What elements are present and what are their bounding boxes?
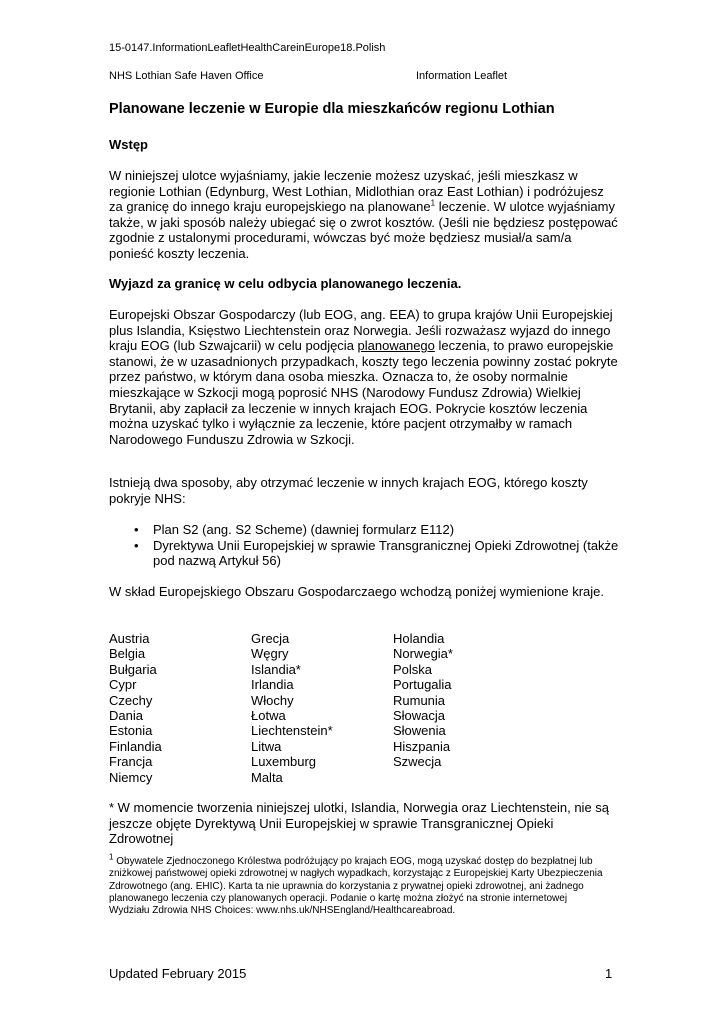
- country-item: Węgry: [251, 646, 289, 662]
- eea-paragraph: [109, 307, 619, 447]
- country-item: Holandia: [393, 631, 445, 646]
- country-item: Słowenia: [393, 723, 446, 739]
- country-item: Czechy: [109, 692, 153, 708]
- country-item: Dania: [109, 708, 143, 724]
- header-leaflet-type: Information Leaflet: [416, 70, 508, 82]
- ways-paragraph: Istnieją dwa sposoby, aby otrzymać leczenie w innych krajach EOG, którego koszty pokryje NHS:: [109, 475, 588, 506]
- country-item: Cypr: [109, 677, 137, 693]
- country-item: Grecja: [251, 631, 290, 646]
- list-item: [109, 538, 619, 569]
- country-item: Francja: [109, 754, 153, 770]
- intro-paragraph: [109, 168, 619, 262]
- eea-text-underlined: planowanego: [357, 338, 435, 354]
- country-item: Bułgaria: [109, 661, 157, 677]
- country-item: Liechtenstein*: [251, 723, 333, 739]
- country-item: Łotwa: [251, 708, 286, 724]
- bullet-icon: •: [134, 537, 139, 553]
- country-item: Szwecja: [393, 754, 442, 770]
- country-item: Niemcy: [109, 769, 153, 785]
- asterisk-note: * W momencie tworzenia niniejszej ulotki, Islandia, Norwegia oraz Liechtenstein, nie są jeszcze objęte Dyrektywą Unii Europejskiej w sprawie Transgranicznej Opieki Zdrowotnej: [109, 800, 610, 847]
- countries-intro: W skład Europejskiego Obszaru Gospodarczaego wchodzą poniżej wymienione kraje.: [109, 584, 604, 599]
- country-item: Austria: [109, 631, 150, 646]
- country-item: Estonia: [109, 723, 153, 739]
- page-number: 1: [605, 966, 613, 981]
- country-item: Polska: [393, 661, 433, 677]
- country-item: Norwegia*: [393, 646, 453, 662]
- country-item: Belgia: [109, 646, 146, 662]
- country-item: Luxemburg: [251, 754, 317, 770]
- footnote-number: 1: [109, 852, 114, 862]
- country-item: Litwa: [251, 738, 282, 754]
- intro-text-part2: leczenie. W ulotce wyjaśniamy także, w jaki sposób należy ubiegać się o zwrot kosztów. (Jeśli nie będziesz postępować zgodnie z ustalonymi procedurami, wówczas być może będziesz musiał/a sam/a ponieść koszty leczenia.: [109, 199, 618, 261]
- country-item: Włochy: [251, 692, 294, 708]
- section-heading: Wyjazd za granicę w celu odbycia planowanego leczenia.: [109, 276, 462, 291]
- country-item: Malta: [251, 769, 283, 785]
- list-item-text: Dyrektywa Unii Europejskiej w sprawie Transgranicznej Opieki Zdrowotnej (także pod nazwą Artykuł 56): [153, 537, 619, 569]
- footnote-text: Obywatele Zjednoczonego Królestwa podróżujący po krajach EOG, mogą uzyskać dostęp do bezpłatnej lub zniżkowej państwowej opieki zdrowotnej w nagłych wypadkach, korzystając z Europejskiej Karty Ubezpieczenia Zdrowotnego (ang. EHIC). Karta ta nie uprawnia do korzystania z prywatnej opieki zdrowotnej, ani żadnego planowanego leczenia czy planowanych operacji. Podanie o kartę można złożyć na stronie internetowej Wydziału Zdrowia NHS Choices: www.nhs.uk/NHSEngland/Healthcareabroad.: [109, 856, 603, 917]
- footer-updated: Updated February 2015: [109, 966, 247, 981]
- footnote-ref: 1: [430, 198, 436, 208]
- bullet-icon: •: [134, 522, 139, 537]
- eea-text-part1: Europejski Obszar Gospodarczy (lub EOG, ang. EEA) to grupa krajów Unii Europejskiej plus Islandia, Księstwo Liechtenstein oraz Norwegia. Jeśli rozważasz wyjazd do innego kraju EOG (lub Szwajcarii) w celu podjęcia: [109, 307, 613, 354]
- country-column-1: [109, 631, 162, 785]
- intro-text-part1: W niniejszej ulotce wyjaśniamy, jakie leczenie możesz uzyskać, jeśli mieszkasz w regionie Lothian (Edynburg, West Lothian, Midlothian oraz East Lothian) i podróżujesz za granicę do innego kraju europejskiego na planowane: [109, 168, 604, 215]
- country-item: Rumunia: [393, 692, 446, 708]
- ways-list: [109, 522, 619, 569]
- page-title: Planowane leczenie w Europie dla mieszkańców regionu Lothian: [109, 101, 555, 117]
- country-column-3: [393, 631, 453, 770]
- country-item: Irlandia: [251, 677, 294, 693]
- list-item-text: Plan S2 (ang. S2 Scheme) (dawniej formularz E112): [153, 522, 455, 537]
- country-item: Hiszpania: [393, 738, 451, 754]
- country-item: Islandia*: [251, 661, 301, 677]
- country-column-2: [251, 631, 333, 785]
- country-item: Portugalia: [393, 677, 452, 693]
- footnote: [109, 852, 609, 917]
- document-id: 15-0147.InformationLeafletHealthCareinEurope18.Polish: [109, 42, 386, 54]
- country-item: Słowacja: [393, 708, 446, 724]
- header-office: NHS Lothian Safe Haven Office: [109, 70, 264, 82]
- list-item: [109, 522, 619, 538]
- country-item: Finlandia: [109, 738, 162, 754]
- intro-heading: Wstęp: [109, 137, 148, 152]
- eea-text-part2: leczenia, to prawo europejskie stanowi, że w uzasadnionych przypadkach, koszty tego leczenia powinny zostać pokryte przez państwo, w którym dana osoba mieszka. Oznacza to, że osoby normalnie mieszkające w Szkocji mogą poprosić NHS (Narodowy Fundusz Zdrowia) Wielkiej Brytanii, aby zapłacił za leczenie w innych krajach EOG. Pokrycie kosztów leczenia można uzyskać tylko i wyłącznie za leczenie, które pacjent otrzymałby w ramach Narodowego Funduszu Zdrowia w Szkocji.: [109, 338, 618, 447]
